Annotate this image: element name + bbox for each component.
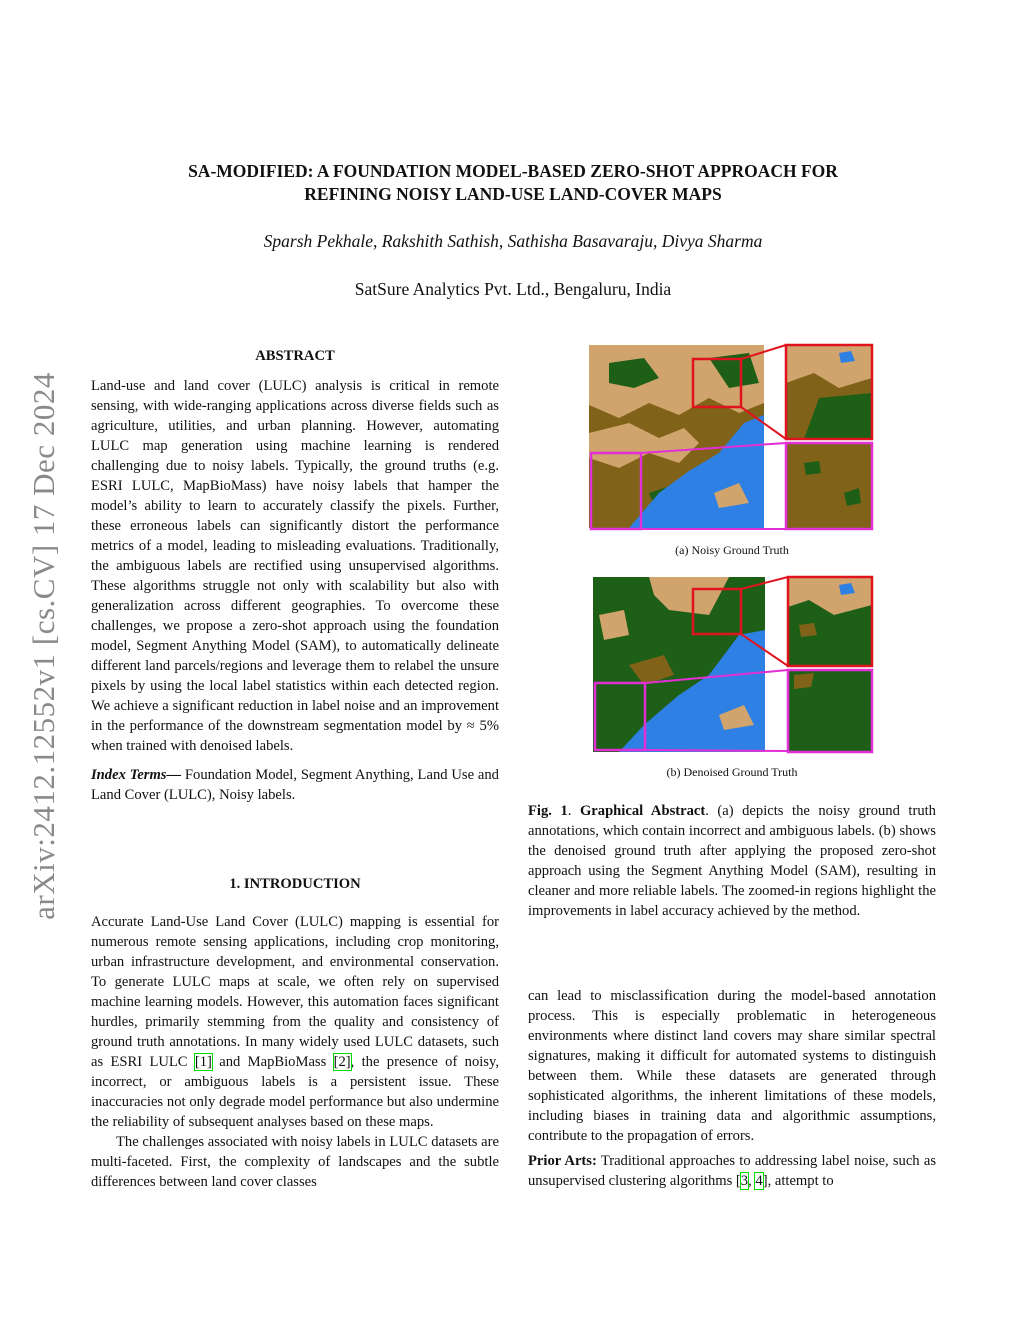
arxiv-identifier: arXiv:2412.12552v1 [cs.CV] 17 Dec 2024 [26, 372, 61, 920]
paper-title [90, 160, 936, 206]
prior-arts-tail: , attempt to [767, 1173, 834, 1189]
figure-caption-text: Fig. 1. Graphical Abstract. (a) depicts the noisy ground truth annotations, which contain incorrect and ambiguous labels. (b) shows the denoised ground truth after applying the proposed zero-shot approach using the Segment Anything Model (SAM), resulting in cleaner and more reliable labels. The zoomed-in regions highlight the improvements in label accuracy achieved by the method. [528, 803, 936, 919]
intro-paragraph-1 [91, 912, 499, 1132]
abstract-section [91, 346, 499, 805]
prior-arts-paragraph: Prior Arts: Traditional approaches to addressing label noise, such as unsupervised clustering algorithms [3, 4], attempt to [528, 1153, 936, 1189]
right-column-text [528, 986, 936, 1191]
abstract-tail: when trained with denoised labels. [91, 738, 294, 754]
index-terms-text: Foundation Model, Segment Anything, Land Use and Land Cover (LULC), Noisy labels. [91, 767, 499, 803]
abstract-body: Land-use and land cover (LULC) analysis is critical in remote sensing, with wide-ranging applications across diverse fields such as agriculture, utilities, and urban planning. However, automating LULC map generation using machine learning is rendered challenging due to noisy labels. Typically, the ground truths (e.g. ESRI LULC, MapBioMass) have noisy labels that hamper the model’s ability to learn to accurately classify the pixels. Further, these erroneous labels can significantly distort the performance metrics of a model, leading to misleading evaluations. Traditionally, the ambiguous labels are rectified using unsupervised algorithms. These algorithms struggle not only with scalability but also with generalization across different geographies. To overcome these challenges, we propose a zero-shot approach using the foundation model, Segment Anything Model (SAM), to automatically delineate different land parcels/regions and leverage them to relabel the unsure pixels by using the local label statistics within each detected region. We achieve a significant reduction in label noise and an improvement in the performance of the downstream segmentation model by [91, 378, 499, 734]
figure-denoised-ground-truth [589, 575, 875, 755]
intro-p1-text-c: , the presence of noisy, incorrect, or ambiguous labels is a persistent issue. These inaccuracies not only degrade model performance but also undermine the reliability of subsequent analyses based on these maps. [91, 1054, 499, 1130]
figure-caption [528, 801, 936, 921]
denoised-ground-truth-image [589, 575, 875, 755]
intro-p1-text-a: Accurate Land-Use Land Cover (LULC) mapping is essential for numerous remote sensing applications, including crop monitoring, urban infrastructure development, and environmental conservation. To generate LULC maps at scale, we often rely on supervised machine learning models. However, this automation faces significant hurdles, primarily stemming from the quality and consistency of ground truth annotations. In many widely used LULC datasets, such as ESRI LULC [91, 914, 499, 1070]
affiliation: SatSure Analytics Pvt. Ltd., Bengaluru, India [354, 279, 672, 299]
title-line-1: SA-MODIFIED: A FOUNDATION MODEL-BASED ZERO-SHOT APPROACH FOR [188, 161, 838, 181]
index-terms-label: Index Terms— [91, 767, 182, 783]
subfigure-caption-b: (b) Denoised Ground Truth [666, 765, 798, 779]
title-line-2: REFINING NOISY LAND-USE LAND-COVER MAPS [304, 184, 722, 204]
index-terms [91, 765, 499, 805]
citation-1-link[interactable]: [1] [194, 1054, 212, 1070]
abstract-approx-value: ≈ 5% [466, 718, 499, 734]
citation-3-link[interactable]: 3 [740, 1173, 749, 1189]
introduction-section [91, 874, 499, 1192]
intro-paragraph-2: The challenges associated with noisy labels in LULC datasets are multi-faceted. First, the complexity of landscapes and the subtle differences between land cover classes [91, 1134, 499, 1190]
prior-arts-text: Traditional approaches to addressing label noise, such as unsupervised clustering algorithms [528, 1153, 936, 1189]
figure-noisy-ground-truth [589, 343, 875, 533]
subfigure-caption-a: (a) Noisy Ground Truth [675, 543, 789, 557]
figure-title: Graphical Abstract [579, 803, 706, 819]
prior-arts-label: Prior Arts: [528, 1153, 597, 1169]
abstract-heading: ABSTRACT [255, 348, 335, 364]
author-list: Sparsh Pekhale, Rakshith Sathish, Sathisha Basavaraju, Divya Sharma [263, 231, 763, 251]
noisy-ground-truth-image [589, 343, 875, 533]
figure-label: Fig. 1 [528, 803, 568, 819]
introduction-heading: 1. INTRODUCTION [229, 876, 361, 892]
citation-4-link[interactable]: 4 [755, 1173, 763, 1189]
figure-caption-body: (a) depicts the noisy ground truth annotations, which contain incorrect and ambiguous labels. (b) shows the denoised ground truth after applying the proposed zero-shot approach using the Segment Anything Model (SAM), resulting in cleaner and more reliable labels. The zoomed-in regions highlight the improvements in label accuracy achieved by the method. [528, 803, 936, 919]
intro-p1-text-b: and MapBioMass [219, 1054, 327, 1070]
right-paragraph-1: can lead to misclassification during the model-based annotation process. This is especially problematic in heterogeneous environments where distinct land covers may share similar spectral signatures, making it difficult for automated systems to distinguish between them. While these datasets are generated through sophisticated algorithms, the inherent limitations of these models, including biases in training data and algorithmic assumptions, contribute to the propagation of errors. [528, 988, 936, 1144]
abstract-text [91, 376, 499, 756]
citation-2-link[interactable]: [2] [333, 1054, 351, 1070]
